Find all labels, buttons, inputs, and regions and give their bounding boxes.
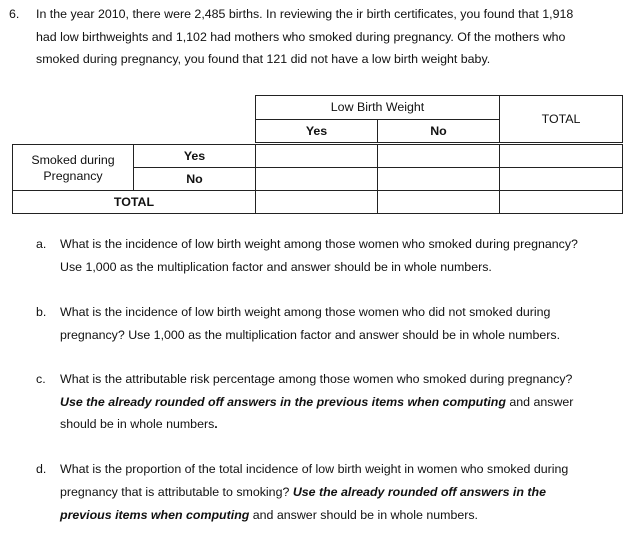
cell-yes-yes[interactable] <box>256 145 378 168</box>
item-c-line-2 <box>60 395 573 409</box>
item-b-line-1: What is the incidence of low birth weight among those women who did not smoked during <box>60 305 551 319</box>
cell-total-total[interactable] <box>500 191 623 214</box>
item-a-line-2: Use 1,000 as the multiplication factor and answer should be in whole numbers. <box>60 260 492 274</box>
column-yes-header: Yes <box>256 119 378 143</box>
total-column-header: TOTAL <box>500 96 623 143</box>
question-line-1: In the year 2010, there were 2,485 births. In reviewing the ir birth certificates, you found that 1,918 <box>36 7 574 21</box>
item-d-emphasis-1: Use the already rounded off answers in the <box>292 485 546 499</box>
item-c-letter: c. <box>36 372 46 386</box>
cell-yes-no[interactable] <box>378 145 500 168</box>
item-c-line-3-text: should be in whole numbers <box>60 417 215 431</box>
item-d-line-3 <box>60 508 478 522</box>
item-d-emphasis-2: previous items when computing <box>60 508 250 522</box>
item-c-line-3 <box>60 417 218 431</box>
row-group-line-1: Smoked during <box>31 152 115 167</box>
item-d-line-3-rest: and answer should be in whole numbers. <box>249 508 479 522</box>
contingency-table <box>12 95 623 214</box>
row-no-label: No <box>134 168 256 191</box>
question-number: 6. <box>9 7 20 21</box>
row-group-line-2: Pregnancy <box>43 168 103 183</box>
item-d-line-1: What is the proportion of the total incidence of low birth weight in women who smoked during <box>60 462 569 476</box>
cell-total-no[interactable] <box>378 191 500 214</box>
item-a-letter: a. <box>36 237 47 251</box>
cell-yes-total[interactable] <box>500 145 623 168</box>
item-b-letter: b. <box>36 305 47 319</box>
cell-no-total[interactable] <box>500 168 623 191</box>
total-row-label: TOTAL <box>13 191 256 214</box>
cell-total-yes[interactable] <box>256 191 378 214</box>
cell-no-no[interactable] <box>378 168 500 191</box>
item-c-emphasis: Use the already rounded off answers in the previous items when computing <box>60 395 506 409</box>
row-yes-label: Yes <box>134 145 256 168</box>
column-no-header: No <box>378 119 500 143</box>
low-birth-weight-header: Low Birth Weight <box>256 96 500 120</box>
question-line-3: smoked during pregnancy, you found that 121 did not have a low birth weight baby. <box>36 52 491 66</box>
cell-no-yes[interactable] <box>256 168 378 191</box>
item-d-line-2 <box>60 485 546 499</box>
item-c-line-3-period: . <box>214 417 218 431</box>
item-a-line-1: What is the incidence of low birth weight among those women who smoked during pregnancy? <box>60 237 578 251</box>
item-c-line-2-rest: and answer <box>505 395 574 409</box>
item-d-letter: d. <box>36 462 47 476</box>
smoked-during-pregnancy-label <box>13 145 134 191</box>
item-d-line-2-plain: pregnancy that is attributable to smoking? <box>60 485 293 499</box>
item-b-line-2: pregnancy? Use 1,000 as the multiplication factor and answer should be in whole numbers. <box>60 328 561 342</box>
question-line-2: had low birthweights and 1,102 had mothers who smoked during pregnancy. Of the mothers who <box>36 30 566 44</box>
item-c-line-1: What is the attributable risk percentage among those women who smoked during pregnancy? <box>60 372 573 386</box>
